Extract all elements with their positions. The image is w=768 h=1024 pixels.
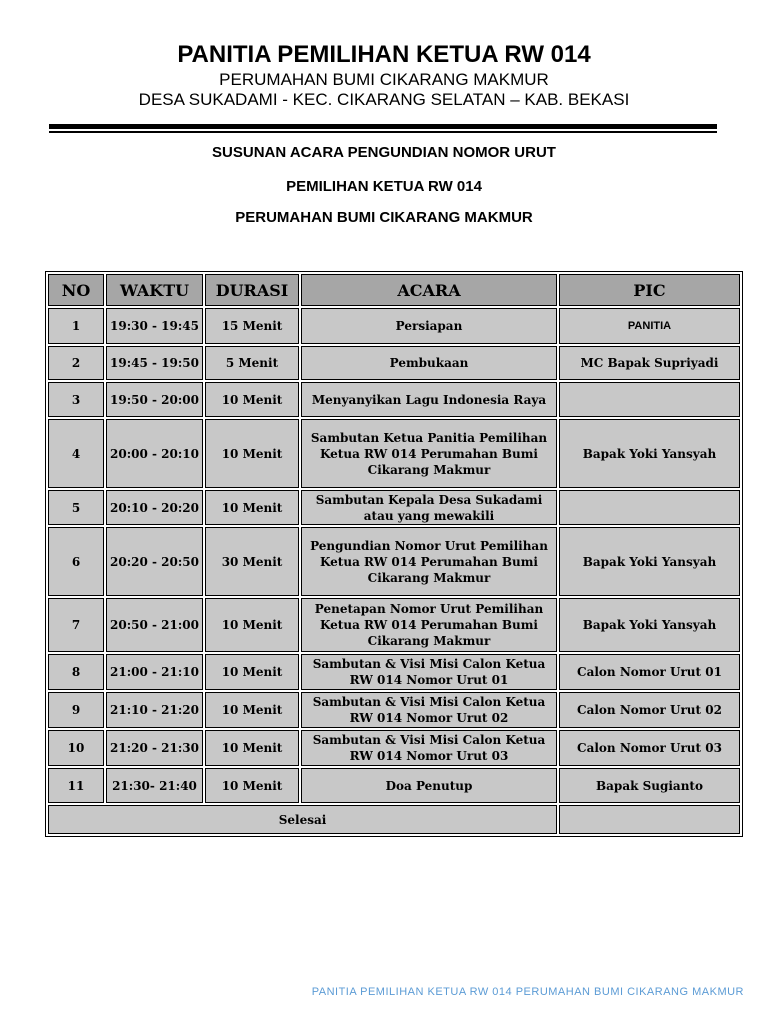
cell-waktu: 21:10 - 21:20 (106, 692, 203, 728)
cell-pic (559, 382, 740, 417)
cell-no: 5 (48, 490, 104, 525)
cell-waktu: 21:30- 21:40 (106, 768, 203, 803)
table-row (48, 419, 740, 488)
table-row (48, 527, 740, 596)
table-row (48, 598, 740, 652)
column-header-acara: ACARA (301, 274, 557, 306)
cell-acara: Menyanyikan Lagu Indonesia Raya (301, 382, 557, 417)
cell-durasi: 30 Menit (205, 527, 299, 596)
cell-pic: MC Bapak Supriyadi (559, 346, 740, 380)
table-row (48, 382, 740, 417)
table-row (48, 692, 740, 728)
table-row (48, 346, 740, 380)
cell-pic (559, 490, 740, 525)
cell-acara: Sambutan & Visi Misi Calon Ketua RW 014 Nomor Urut 03 (301, 730, 557, 766)
column-header-waktu: WAKTU (106, 274, 203, 306)
cell-waktu: 19:45 - 19:50 (106, 346, 203, 380)
cell-durasi: 10 Menit (205, 768, 299, 803)
cell-acara: Doa Penutup (301, 768, 557, 803)
housing-name: PERUMAHAN BUMI CIKARANG MAKMUR (219, 70, 549, 89)
cell-no: 4 (48, 419, 104, 488)
closing-pic (559, 805, 740, 834)
cell-no: 3 (48, 382, 104, 417)
cell-waktu: 20:50 - 21:00 (106, 598, 203, 652)
cell-durasi: 10 Menit (205, 419, 299, 488)
cell-acara: Pengundian Nomor Urut Pemilihan Ketua RW 014 Perumahan Bumi Cikarang Makmur (301, 527, 557, 596)
cell-pic: Bapak Sugianto (559, 768, 740, 803)
header-divider-thin (49, 131, 717, 133)
cell-no: 1 (48, 308, 104, 344)
cell-acara: Pembukaan (301, 346, 557, 380)
cell-acara: Sambutan & Visi Misi Calon Ketua RW 014 Nomor Urut 01 (301, 654, 557, 690)
cell-pic: PANITIA (559, 308, 740, 344)
closing-row (48, 805, 740, 834)
cell-waktu: 19:30 - 19:45 (106, 308, 203, 344)
cell-no: 6 (48, 527, 104, 596)
letterhead (0, 40, 768, 110)
header-divider-thick (49, 124, 717, 129)
cell-waktu: 20:10 - 20:20 (106, 490, 203, 525)
cell-waktu: 19:50 - 20:00 (106, 382, 203, 417)
closing-label: Selesai (48, 805, 557, 834)
cell-waktu: 20:20 - 20:50 (106, 527, 203, 596)
cell-no: 11 (48, 768, 104, 803)
cell-no: 10 (48, 730, 104, 766)
cell-acara: Sambutan & Visi Misi Calon Ketua RW 014 Nomor Urut 02 (301, 692, 557, 728)
cell-durasi: 10 Menit (205, 654, 299, 690)
document-subtitle: PEMILIHAN KETUA RW 014 (286, 178, 482, 195)
cell-durasi: 10 Menit (205, 490, 299, 525)
table-row (48, 768, 740, 803)
cell-durasi: 10 Menit (205, 692, 299, 728)
cell-no: 8 (48, 654, 104, 690)
cell-durasi: 5 Menit (205, 346, 299, 380)
cell-no: 7 (48, 598, 104, 652)
column-header-no: NO (48, 274, 104, 306)
cell-pic: Calon Nomor Urut 03 (559, 730, 740, 766)
cell-pic: Calon Nomor Urut 01 (559, 654, 740, 690)
document-title: SUSUNAN ACARA PENGUNDIAN NOMOR URUT (212, 144, 556, 161)
cell-waktu: 21:00 - 21:10 (106, 654, 203, 690)
table-row (48, 730, 740, 766)
cell-no: 2 (48, 346, 104, 380)
cell-durasi: 10 Menit (205, 382, 299, 417)
cell-pic: Bapak Yoki Yansyah (559, 527, 740, 596)
cell-waktu: 21:20 - 21:30 (106, 730, 203, 766)
cell-pic: Bapak Yoki Yansyah (559, 419, 740, 488)
cell-pic: Bapak Yoki Yansyah (559, 598, 740, 652)
cell-no: 9 (48, 692, 104, 728)
column-header-pic: PIC (559, 274, 740, 306)
page-footer: PANITIA PEMILIHAN KETUA RW 014 PERUMAHAN BUMI CIKARANG MAKMUR (311, 986, 744, 998)
cell-durasi: 10 Menit (205, 730, 299, 766)
table-row (48, 308, 740, 344)
cell-acara: Sambutan Ketua Panitia Pemilihan Ketua RW 014 Perumahan Bumi Cikarang Makmur (301, 419, 557, 488)
column-header-durasi: DURASI (205, 274, 299, 306)
cell-pic: Calon Nomor Urut 02 (559, 692, 740, 728)
table-row (48, 654, 740, 690)
table-header-row (48, 274, 740, 306)
committee-title: PANITIA PEMILIHAN KETUA RW 014 (177, 41, 591, 68)
cell-durasi: 10 Menit (205, 598, 299, 652)
cell-acara: Penetapan Nomor Urut Pemilihan Ketua RW 014 Perumahan Bumi Cikarang Makmur (301, 598, 557, 652)
cell-acara: Sambutan Kepala Desa Sukadami atau yang mewakili (301, 490, 557, 525)
cell-waktu: 20:00 - 20:10 (106, 419, 203, 488)
document-location: PERUMAHAN BUMI CIKARANG MAKMUR (235, 209, 533, 226)
schedule-table (45, 271, 743, 837)
table-row (48, 490, 740, 525)
address-line: DESA SUKADAMI - KEC. CIKARANG SELATAN – KAB. BEKASI (138, 90, 630, 109)
cell-durasi: 15 Menit (205, 308, 299, 344)
cell-acara: Persiapan (301, 308, 557, 344)
